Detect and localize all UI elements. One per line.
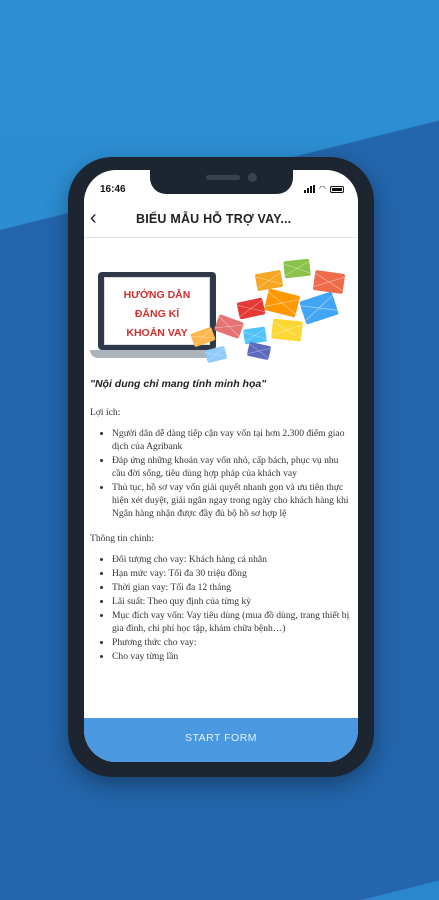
envelope-icon: [271, 318, 303, 341]
envelope-icon: [283, 259, 311, 279]
envelope-icon: [237, 297, 266, 319]
phone-screen: [84, 170, 358, 762]
description: [90, 406, 352, 675]
list-item: • Người dân dễ dàng tiếp cận vay vốn tại hơn 2.300 điểm giao dịch của Agribank: [112, 427, 352, 453]
illustration-caption: "Nội dung chỉ mang tính minh họa": [90, 378, 267, 390]
envelope-icon: [264, 288, 300, 317]
list-item: • Phương thức cho vay:: [112, 636, 352, 649]
info-title: Thông tin chính:: [90, 533, 154, 544]
envelope-icon: [247, 342, 271, 360]
benefits-list: [112, 427, 352, 520]
battery-icon: [330, 186, 344, 193]
app-header: [84, 202, 358, 238]
status-time: 16:46: [100, 184, 126, 195]
banner-line-1: HƯỚNG DẪN: [123, 289, 191, 301]
list-item: • Cho vay từng lần: [112, 650, 352, 663]
envelope-icon: [313, 270, 345, 294]
banner-line-3: KHOẢN VAY: [126, 327, 188, 339]
list-item: • Mục đích vay vốn: Vay tiêu dùng (mua đồ dùng, trang thiết bị gia đình, chi phí học tập, khám chữa bệnh…): [112, 609, 352, 635]
laptop-base: [90, 350, 222, 358]
envelope-icon: [243, 327, 267, 345]
wifi-icon: ◠: [319, 184, 326, 193]
back-button[interactable]: [90, 208, 110, 230]
benefits-title: Lợi ích:: [90, 407, 121, 418]
list-item: • Hạn mức vay: Tối đa 30 triệu đồng: [112, 567, 352, 580]
page-title: BIỂU MẪU HỖ TRỢ VAY...: [136, 212, 292, 226]
list-item: • Đối tượng cho vay: Khách hàng cá nhân: [112, 553, 352, 566]
info-list: [112, 553, 352, 663]
envelope-icon: [299, 291, 339, 324]
status-icons: [304, 185, 344, 193]
chevron-left-icon: ‹: [90, 207, 97, 229]
camera: [248, 173, 257, 182]
speaker: [206, 175, 240, 180]
list-item: • Đáp ứng những khoản vay vốn nhỏ, cấp bách, phục vụ nhu cầu đời sống, tiêu dùng hợp pháp của khách vay: [112, 454, 352, 480]
list-item: • Thời gian vay: Tối đa 12 tháng: [112, 581, 352, 594]
list-item: • Lãi suất: Theo quy định của từng kỳ: [112, 595, 352, 608]
list-item: • Thủ tục, hồ sơ vay vốn giải quyết nhanh gọn và ưu tiên thực hiện xét duyệt, giải ngân ngay trong ngày cho khách hàng khi Ngân hàng nhận được đầy đủ bộ hồ sơ hợp lệ: [112, 481, 352, 520]
banner-line-2: ĐĂNG KÍ: [134, 308, 180, 320]
scroll-content[interactable]: [84, 240, 358, 720]
signal-icon: [304, 185, 315, 193]
phone-notch: [150, 170, 293, 194]
start-form-button[interactable]: START FORM: [84, 718, 358, 762]
banner-illustration: [88, 252, 354, 372]
